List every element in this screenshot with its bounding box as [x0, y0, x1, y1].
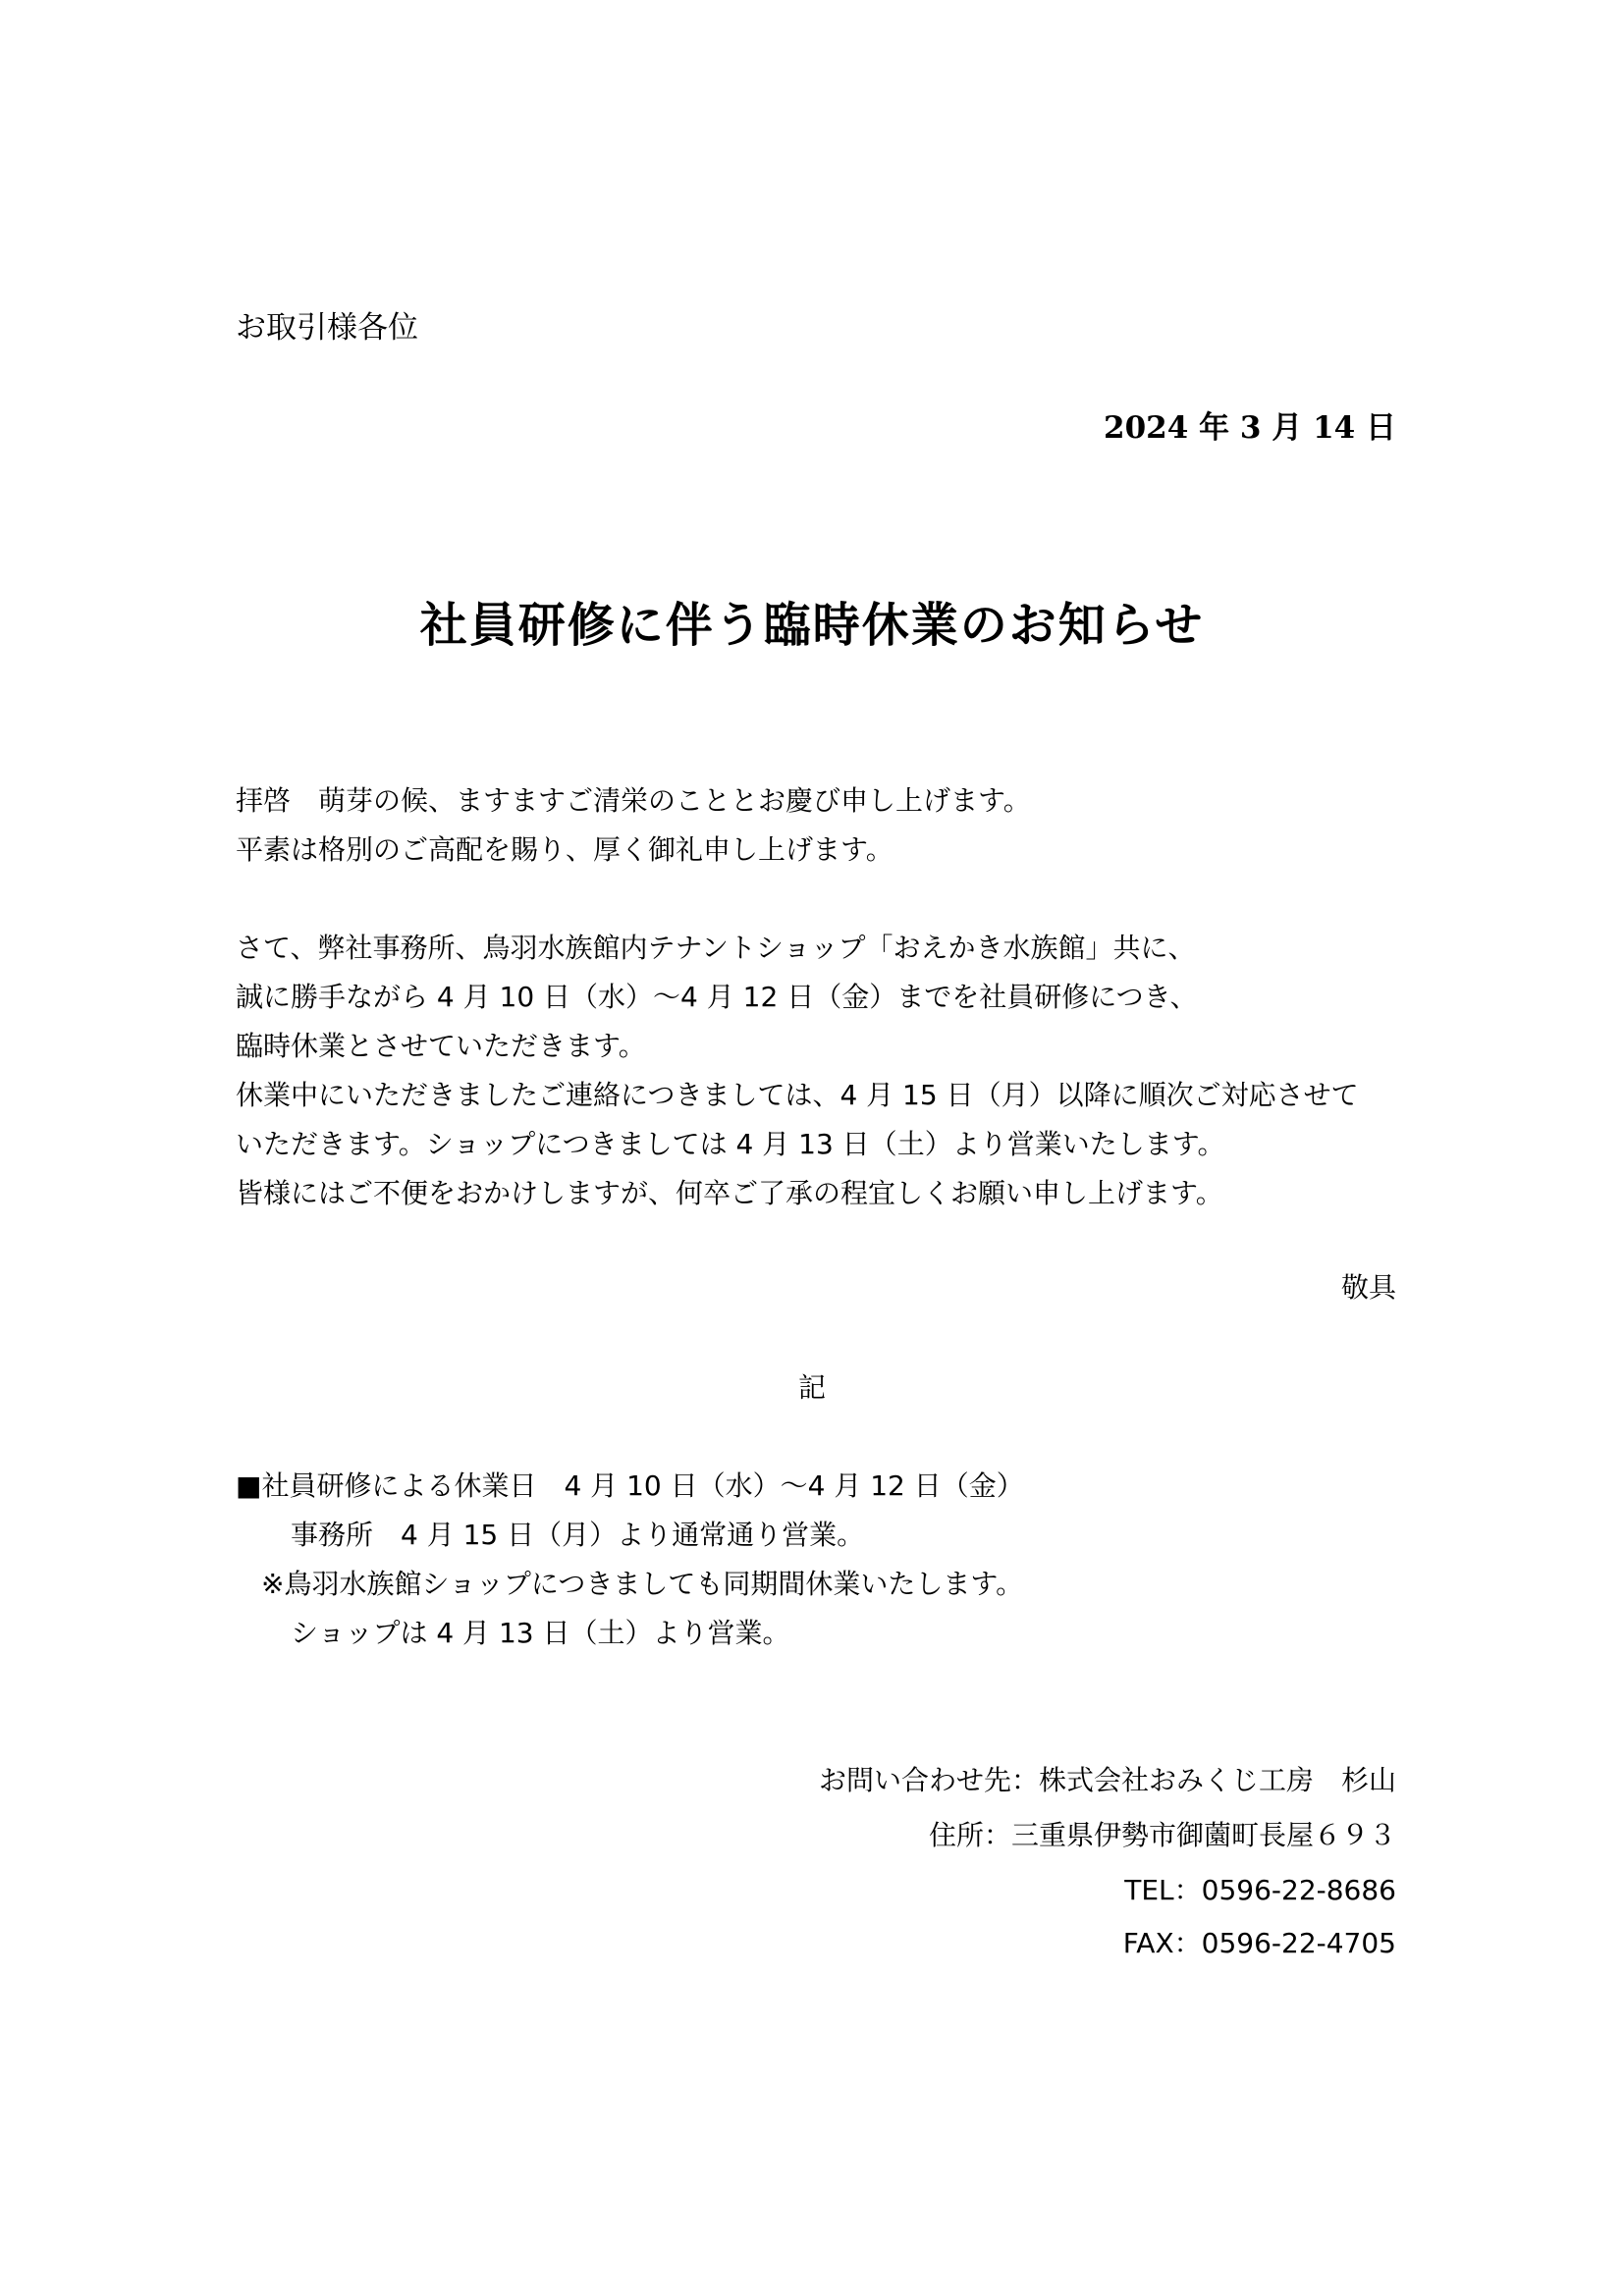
record-shop-note: ※鳥羽水族館ショップにつきましても同期間休業いたします。: [261, 1568, 1024, 1600]
body-line: 誠に勝手ながら 4 月 10 日（水）～4 月 12 日（金）までを社員研修につき、: [236, 981, 1198, 1013]
body-line: 皆様にはご不便をおかけしますが、何卒ご了承の程宜しくお願い申し上げます。: [236, 1177, 1223, 1209]
contact-inquiry: お問い合わせ先：株式会社おみくじ工房 杉山: [818, 1764, 1396, 1796]
ki-heading: 記: [797, 1371, 826, 1404]
body-line: いただきます。ショップにつきましては 4 月 13 日（土）より営業いたします。: [236, 1128, 1225, 1160]
body-line: 休業中にいただきましたご連絡につきましては、4 月 15 日（月）以降に順次ご対応させて: [236, 1079, 1359, 1111]
record-closure-dates: ■社員研修による休業日 4 月 10 日（水）～4 月 12 日（金）: [236, 1469, 1024, 1502]
greeting-line: 平素は格別のご高配を賜り、厚く御礼申し上げます。: [236, 833, 893, 866]
contact-address: 住所：三重県伊勢市御薗町長屋６９３: [928, 1819, 1396, 1851]
record-shop-reopen: ショップは 4 月 13 日（土）より営業。: [291, 1617, 790, 1649]
contact-fax: FAX：0596-22-4705: [1122, 1927, 1396, 1959]
closing-keigu: 敬具: [1340, 1271, 1396, 1304]
record-office-note: 事務所 4 月 15 日（月）より通常通り営業。: [291, 1519, 865, 1551]
body-line: 臨時休業とさせていただきます。: [236, 1030, 646, 1062]
body-line: さて、弊社事務所、鳥羽水族館内テナントショップ「おえかき水族館」共に、: [236, 932, 1196, 964]
contact-tel: TEL：0596-22-8686: [1124, 1874, 1396, 1906]
greeting-line: 拝啓 萌芽の候、ますますご清栄のこととお慶び申し上げます。: [236, 784, 1031, 817]
document-date: 2024 年 3 月 14 日: [1104, 410, 1396, 446]
addressee: お取引様各位: [236, 310, 418, 346]
document-title: 社員研修に伴う臨時休業のお知らせ: [419, 598, 1205, 653]
